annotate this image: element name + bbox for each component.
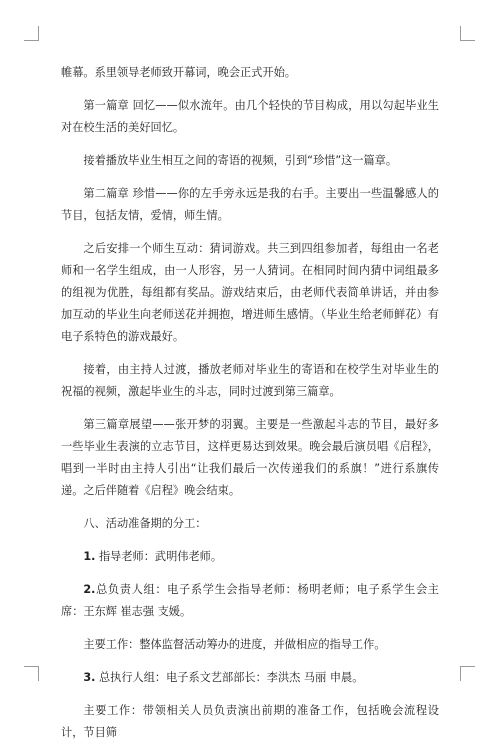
crop-mark-top-right xyxy=(460,26,475,41)
paragraph: 第三篇章展望——张开梦的羽翼。主要是一些激起斗志的节目，最好多一些毕业生表演的立志节目，这样更易达到效果。晚会最后演员唱《启程》，唱到一半时由主持人引出“让我们最后一次传递我们的系旗！”进行系旗传递。之后伴随着《启程》晚会结束。 xyxy=(61,418,439,497)
list-item xyxy=(61,667,439,689)
paragraph: 第一篇章 回忆——似水流年。由几个轻快的节目构成，用以勾起毕业生对在校生活的美好回忆。 xyxy=(61,99,439,134)
paragraph: 第二篇章 珍惜——你的左手旁永远是我的右手。主要出一些温馨感人的节目，包括友情，爱情，师生情。 xyxy=(61,187,439,222)
document-body xyxy=(61,62,439,744)
list-item xyxy=(61,634,439,656)
item-text: 总执行人组：电子系文艺部部长：李洪杰 马丽 申晨。 xyxy=(95,671,364,684)
section-heading: 八、活动准备期的分工： xyxy=(83,517,207,530)
paragraph: 帷幕。系里领导老师致开幕词，晚会正式开始。 xyxy=(61,66,296,79)
item-text: 总负责人组：电子系学生会指导老师：杨明老师；电子系学生会主席：王东辉 崔志强 支媛。 xyxy=(61,583,439,618)
crop-mark-bottom-left xyxy=(24,666,39,681)
item-text: 指导老师：武明伟老师。 xyxy=(95,550,223,563)
list-item xyxy=(61,579,439,623)
crop-mark-bottom-right xyxy=(460,666,475,681)
paragraph: 接着，由主持人过渡，播放老师对毕业生的寄语和在校学生对毕业生的祝福的视频，激起毕业生的斗志，同时过渡到第三篇章。 xyxy=(61,363,439,398)
item-number: 1. xyxy=(83,550,96,563)
item-text: 主要工作：整体监督活动筹办的进度，并做相应的指导工作。 xyxy=(83,638,386,651)
paragraph: 接着播放毕业生相互之间的寄语的视频，引到“珍惜”这一篇章。 xyxy=(83,154,398,167)
paragraph: 之后安排一个师生互动：猜词游戏。共三到四组参加者，每组由一名老师和一名学生组成，由一人形容，另一人猜词。在相同时间内猜中词组最多的组视为优胜，每组都有奖品。游戏结束后，由老师代表简单讲话，并由参加互动的毕业生向老师送花并拥抱，增进师生感情。（毕业生给老师鲜花）有电子系特色的游戏最好。 xyxy=(61,242,439,343)
list-item xyxy=(61,546,439,568)
item-number: 3. xyxy=(83,671,96,684)
item-number: 2. xyxy=(83,583,96,596)
crop-mark-top-left xyxy=(24,26,39,41)
item-text: 主要工作：带领相关人员负责演出前期的准备工作，包括晚会流程设计，节目筛 xyxy=(61,704,439,739)
